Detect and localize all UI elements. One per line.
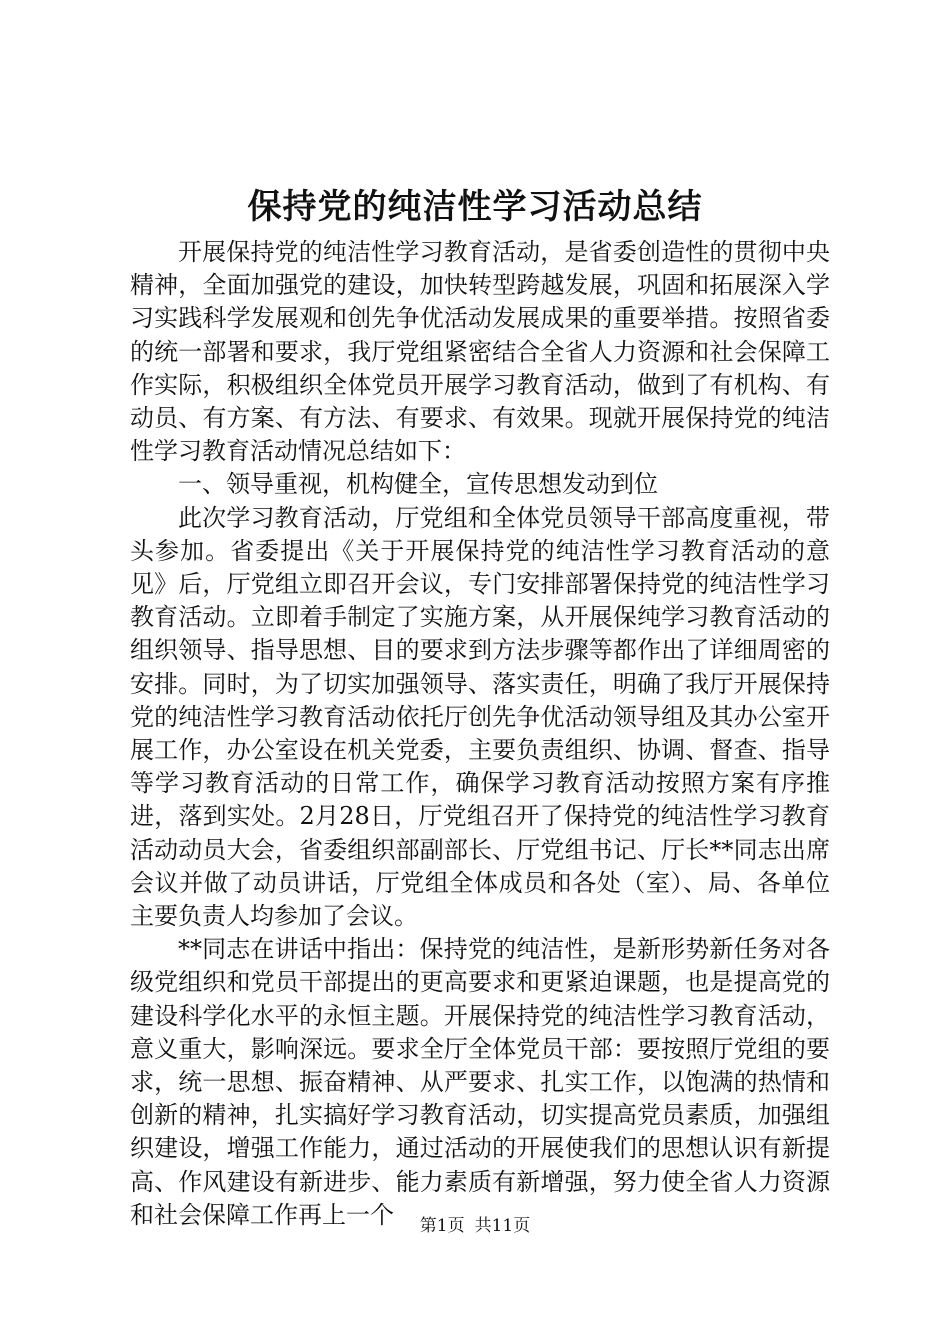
- paragraph-intro: 开展保持党的纯洁性学习教育活动，是省委创造性的贯彻中央精神，全面加强党的建设，加快转型跨越发展，巩固和拓展深入学习实践科学发展观和创先争优活动发展成果的重要举措。按照省委的统一部署和要求，我厅党组紧密结合全省人力资源和社会保障工作实际，积极组织全体党员开展学习教育活动，做到了有机构、有动员、有方案、有方法、有要求、有效果。现就开展保持党的纯洁性学习教育活动情况总结如下：: [130, 238, 830, 466]
- document-body: [130, 236, 830, 1232]
- page-number: 第1页: [419, 1216, 465, 1236]
- paragraph-section-1: 此次学习教育活动，厅党组和全体党员领导干部高度重视，带头参加。省委提出《关于开展保持党的纯洁性学习教育活动的意见》后，厅党组立即召开会议，专门安排部署保持党的纯洁性学习教育活动。立即着手制定了实施方案，从开展保纯学习教育活动的组织领导、指导思想、目的要求到方法步骤等都作出了详细周密的安排。同时，为了切实加强领导、落实责任，明确了我厅开展保持党的纯洁性学习教育活动依托厅创先争优活动领导组及其办公室开展工作，办公室设在机关党委，主要负责组织、协调、督查、指导等学习教育活动的日常工作，确保学习教育活动按照方案有序推进，落到实处。2月28日，厅党组召开了保持党的纯洁性学习教育活动动员大会，省委组织部副部长、厅党组书记、厅长**同志出席会议并做了动员讲话，厅党组全体成员和各处（室）、局、各单位主要负责人均参加了会议。: [130, 503, 830, 931]
- page-footer: [0, 1214, 950, 1238]
- page-total: 共11页: [474, 1216, 531, 1236]
- section-heading-1: 一、领导重视，机构健全，宣传思想发动到位: [178, 470, 658, 499]
- paragraph-speech: **同志在讲话中指出：保持党的纯洁性，是新形势新任务对各级党组织和党员干部提出的更高要求和更紧迫课题，也是提高党的建设科学化水平的永恒主题。开展保持党的纯洁性学习教育活动，意义重大，影响深远。要求全厅全体党员干部：要按照厅党组的要求，统一思想、振奋精神、从严要求、扎实工作，以饱满的热情和创新的精神，扎实搞好学习教育活动，切实提高党员素质，加强组织建设，增强工作能力，通过活动的开展使我们的思想认识有新提高、作风建设有新进步、能力素质有新增强，努力使全省人力资源和社会保障工作再上一个: [130, 935, 830, 1229]
- document-title: 保持党的纯洁性学习活动总结: [247, 187, 703, 227]
